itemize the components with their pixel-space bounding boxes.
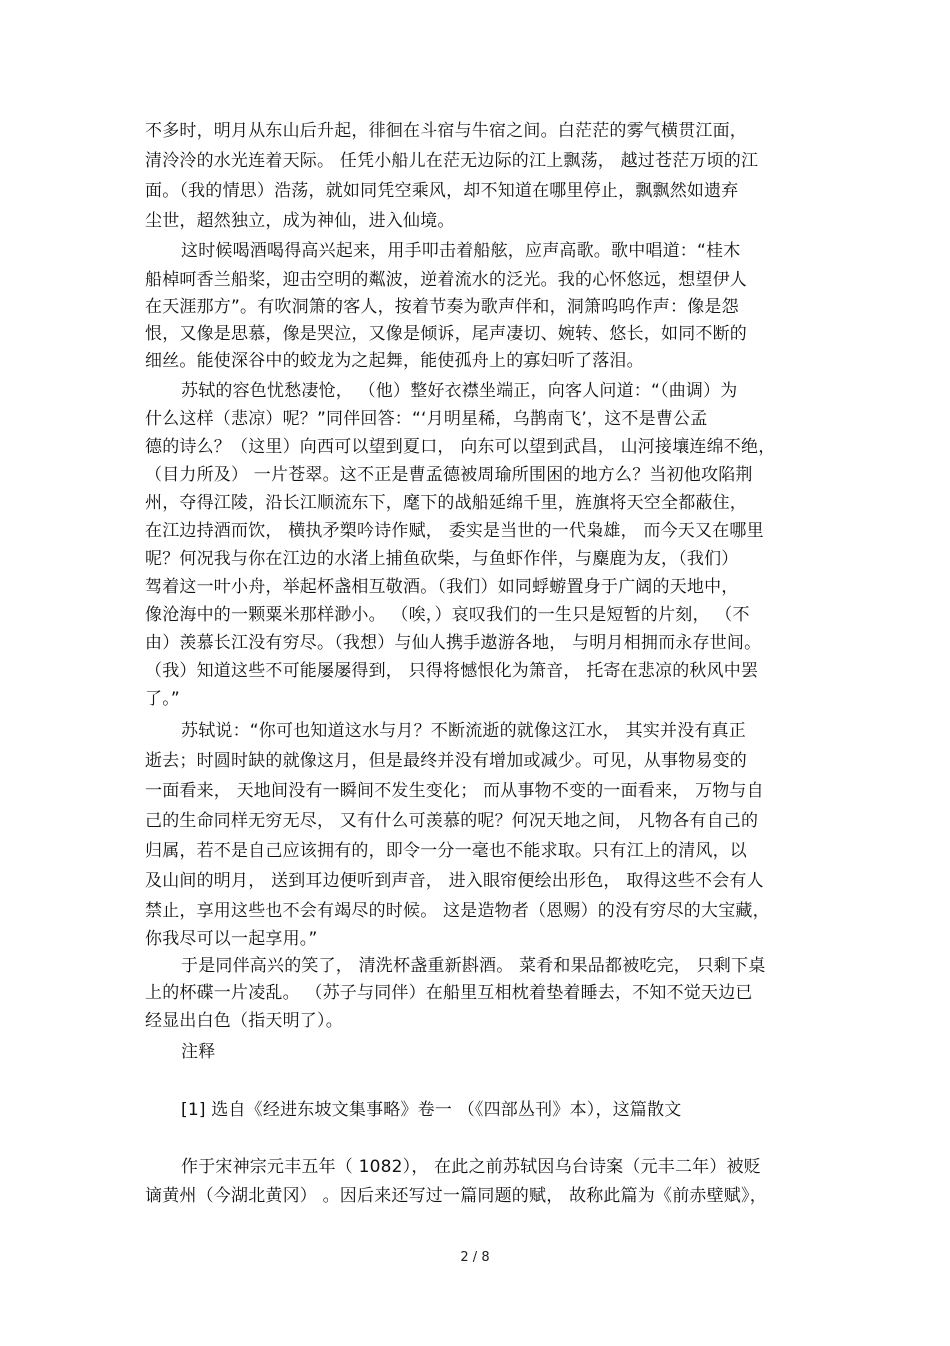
notes-heading: 注释	[181, 1042, 216, 1062]
text-line: 尘世，超然独立，成为神仙，进入仙境。	[145, 211, 455, 231]
text-line: 清泠泠的水光连着天际。 任凭小船儿在茫无边际的江上飘荡， 越过苍茫万顷的江	[145, 151, 759, 171]
text-line: 恨，又像是思慕，像是哭泣，又像是倾诉，尾声凄切、婉转、悠长，如同不断的	[145, 324, 747, 344]
text-line: 逝去；时圆时缺的就像这月，但是最终并没有增加或减少。可见，从事物易变的	[145, 751, 747, 771]
text-line: （我）知道这些不可能屡屡得到， 只得将憾恨化为箫音， 托寄在悲凉的秋风中罢	[145, 661, 759, 681]
text-line: 一面看来， 天地间没有一瞬间不发生变化； 而从事物不变的一面看来， 万物与自	[145, 781, 764, 801]
text-line: 什么这样（悲凉）呢？”同伴回答：“‘月明星稀，乌鹊南飞’，这不是曹公孟	[145, 409, 708, 429]
text-line: 德的诗么？（这里）向西可以望到夏口， 向东可以望到武昌， 山河接壤连绵不绝，	[145, 437, 776, 457]
text-line: 在天涯那方”。有吹洞箫的客人，按着节奏为歌声伴和，洞箫呜呜作声：像是怨	[145, 297, 739, 317]
text-line: 经显出白色（指天明了）。	[145, 1011, 343, 1031]
text-line: 了。”	[145, 689, 180, 709]
text-line: 在江边持酒而饮， 横执矛槊吟诗作赋， 委实是当世的一代枭雄， 而今天又在哪里	[145, 521, 764, 541]
text-line: 你我尽可以一起享用。”	[145, 929, 318, 949]
text-line: 驾着这一叶小舟，举起杯盏相互敬酒。（我们）如同蜉蝣置身于广阔的天地中，	[145, 577, 739, 597]
text-line: 州，夺得江陵，沿长江顺流东下，麾下的战船延绵千里，旌旗将天空全都蔽住，	[145, 493, 747, 513]
note-line: [1] 选自《经进东坡文集事略》卷一 （《四部丛刊》本），这篇散文	[181, 1100, 682, 1120]
text-line: 及山间的明月， 送到耳边便听到声音， 进入眼帘便绘出形色， 取得这些不会有人	[145, 871, 764, 891]
text-line: 呢？何况我与你在江边的水渚上捕鱼砍柴，与鱼虾作伴，与麋鹿为友，（我们）	[145, 549, 739, 569]
text-line: 面。（我的情思）浩荡，就如同凭空乘风，却不知道在哪里停止，飘飘然如遗弃	[145, 181, 739, 201]
text-line: 由）羡慕长江没有穷尽。（我想）与仙人携手遨游各地， 与明月相拥而永存世间。	[145, 633, 762, 653]
text-line: 己的生命同样无穷无尽， 又有什么可羡慕的呢？何况天地之间， 凡物各有自己的	[145, 811, 759, 831]
text-line: 不多时，明月从东山后升起，徘徊在斗宿与牛宿之间。白茫茫的雾气横贯江面，	[145, 121, 747, 141]
note-line: 谪黄州（今湖北黄冈） 。因后来还写过一篇同题的赋， 故称此篇为《前赤壁赋》，	[145, 1186, 767, 1206]
text-line: （目力所及） 一片苍翠。这不正是曹孟德被周瑜所围困的地方么？当初他攻陷荆	[145, 465, 753, 485]
text-line: 禁止，享用这些也不会有竭尽的时候。 这是造物者（恩赐）的没有穷尽的大宝藏，	[145, 901, 770, 921]
text-line: 归属，若不是自己应该拥有的，即令一分一毫也不能求取。只有江上的清风，以	[145, 841, 747, 861]
text-line: 这时候喝酒喝得高兴起来，用手叩击着船舷，应声高歌。歌中唱道：“桂木	[181, 241, 741, 261]
text-line: 上的杯碟一片凌乱。 （苏子与同伴）在船里互相枕着垫着睡去，不知不觉天边已	[145, 983, 753, 1003]
note-line: 作于宋神宗元丰五年（ 1082）， 在此之前苏轼因乌台诗案（元丰二年）被贬	[181, 1157, 761, 1177]
text-line: 船棹呵香兰船桨，迎击空明的粼波，逆着流水的泛光。我的心怀悠远，想望伊人	[145, 270, 747, 290]
text-line: 像沧海中的一颗粟米那样渺小。 （唉，）哀叹我们的一生只是短暂的片刻， （不	[145, 605, 750, 625]
text-line: 细丝。能使深谷中的蛟龙为之起舞，能使孤舟上的寡妇听了落泪。	[145, 351, 644, 371]
text-line: 苏轼说：“你可也知道这水与月？不断流逝的就像这江水， 其实并没有真正	[181, 721, 747, 741]
text-line: 苏轼的容色忧愁凄怆， （他）整好衣襟坐端正，向客人问道：“（曲调）为	[181, 381, 738, 401]
text-line: 于是同伴高兴的笑了， 清洗杯盏重新斟酒。 菜肴和果品都被吃完， 只剩下桌	[181, 956, 766, 976]
page-number: 2 / 8	[460, 1250, 490, 1265]
